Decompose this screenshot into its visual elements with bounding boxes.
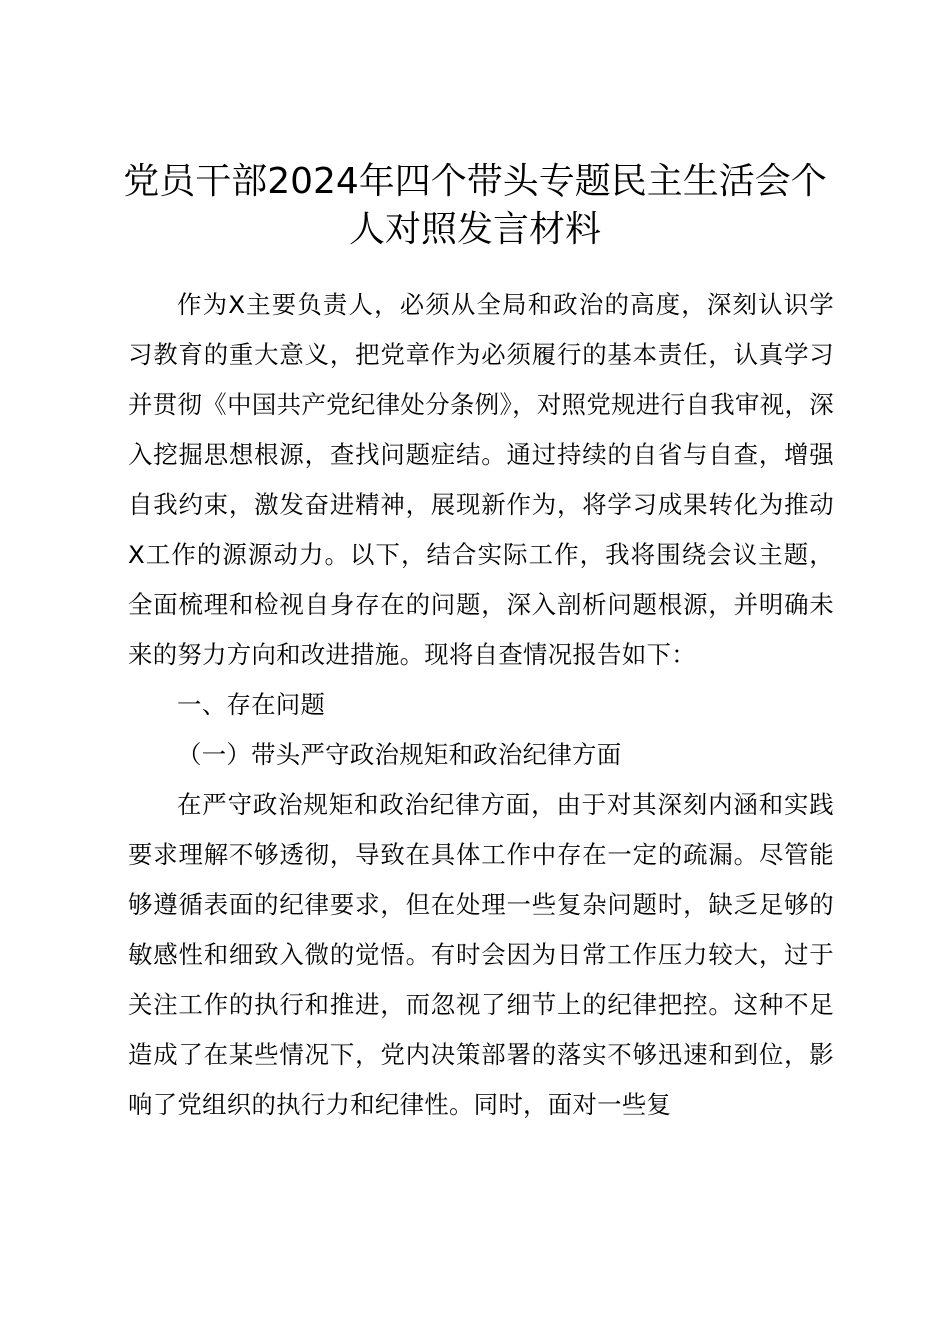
document-body xyxy=(128,280,834,1130)
document-title xyxy=(110,158,840,254)
title-line-1: 党员干部2024年四个带头专题民主生活会个 xyxy=(123,161,827,202)
body-paragraph: 在严守政治规矩和政治纪律方面，由于对其深刻内涵和实践要求理解不够透彻，导致在具体工作中存在一定的疏漏。尽管能够遵循表面的纪律要求，但在处理一些复杂问题时，缺乏足够的敏感性和细致入微的觉悟。有时会因为日常工作压力较大，过于关注工作的执行和推进，而忽视了细节上的纪律把控。这种不足造成了在某些情况下，党内决策部署的落实不够迅速和到位，影响了党组织的执行力和纪律性。同时，面对一些复 xyxy=(128,790,834,1119)
intro-paragraph: 作为X主要负责人，必须从全局和政治的高度，深刻认识学习教育的重大意义，把党章作为必须履行的基本责任，认真学习并贯彻《中国共产党纪律处分条例》，对照党规进行自我审视，深入挖掘思想根源，查找问题症结。通过持续的自省与自查，增强自我约束，激发奋进精神，展现新作为，将学习成果转化为推动X工作的源源动力。以下，结合实际工作，我将围绕会议主题，全面梳理和检视自身存在的问题，深入剖析问题根源，并明确未来的努力方向和改进措施。现将自查情况报告如下： xyxy=(128,290,834,669)
section-heading: 一、存在问题 xyxy=(177,690,326,719)
title-line-2: 人对照发言材料 xyxy=(348,209,601,250)
subsection-heading: （一）带头严守政治规矩和政治纪律方面 xyxy=(177,740,622,769)
